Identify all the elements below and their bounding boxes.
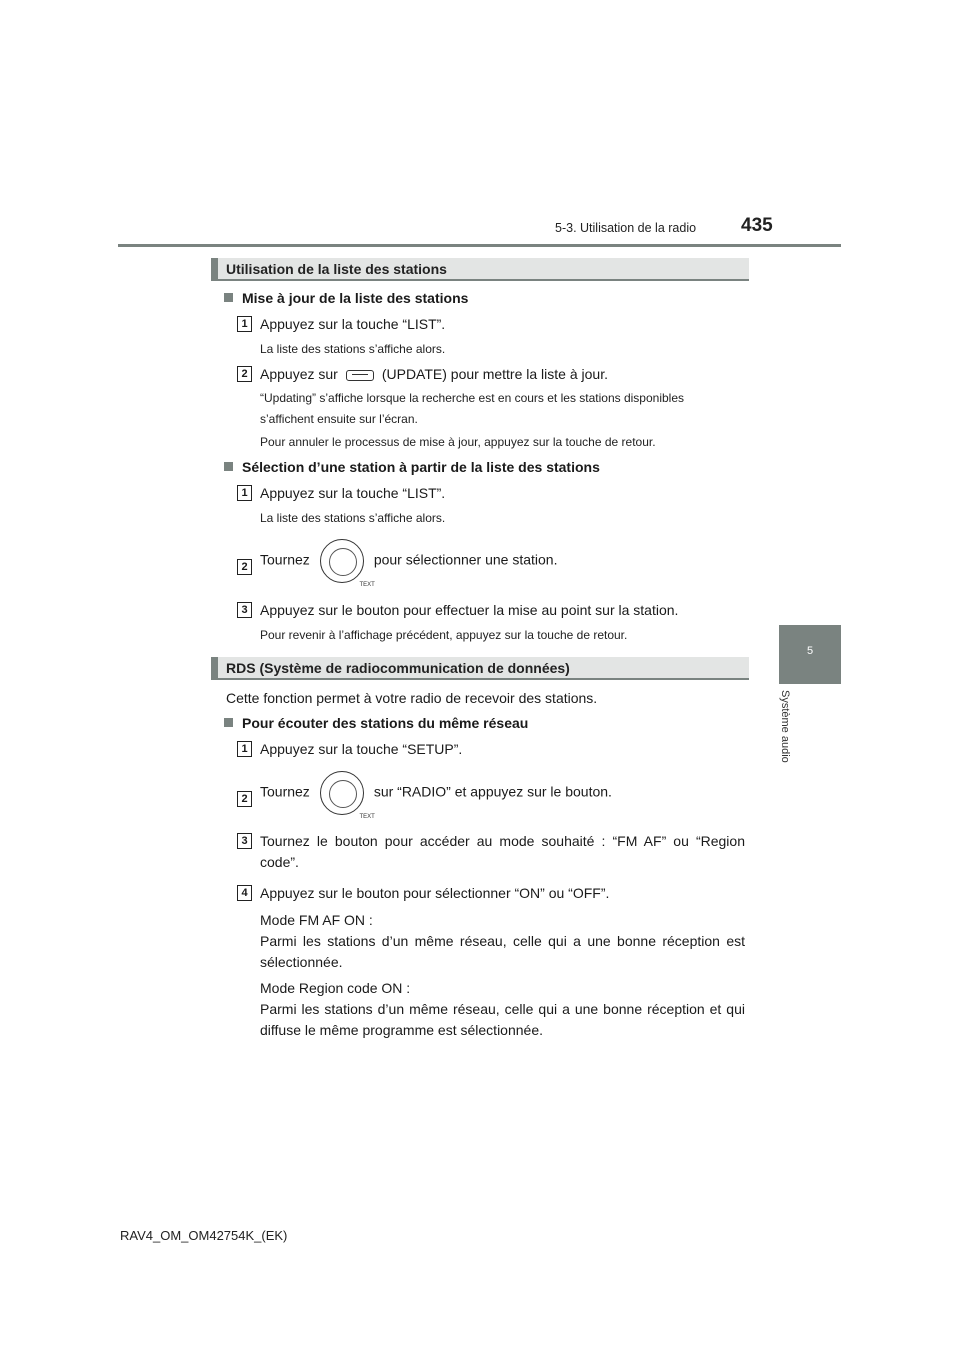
chapter-tab: 5 (779, 625, 841, 684)
mode-fm-af-title: Mode FM AF ON : (260, 912, 373, 928)
step-text: Tournez TEXT pour sélectionner une station. (260, 539, 558, 583)
mode-fm-af-text: Parmi les stations d’un même réseau, celle qui a une bonne réception est sélectionnée. (260, 933, 745, 970)
step-text: Appuyez sur la touche “LIST”. (260, 316, 446, 332)
step-note: s’affichent ensuite sur l’écran. (260, 412, 418, 426)
step-note: “Updating” s’affiche lorsque la recherche est en cours et les stations disponibles (260, 391, 685, 405)
step-number: 1 (237, 741, 252, 757)
mode-region-title: Mode Region code ON : (260, 980, 411, 996)
step-text: Tournez TEXT sur “RADIO” et appuyez sur le bouton. (260, 771, 612, 815)
step-text: Appuyez sur (UPDATE) pour mettre la liste à jour. (260, 366, 608, 382)
section-heading-rds: RDS (Système de radiocommunication de données) (211, 657, 749, 680)
chapter-label: Système audio (779, 690, 791, 763)
section-heading-stations-list: Utilisation de la liste des stations (211, 258, 749, 281)
tune-knob-icon: TEXT (320, 539, 364, 583)
mode-region-text: Parmi les stations d’un même réseau, celle qui a une bonne réception et qui diffuse le même programme est sélectionnée. (260, 1001, 745, 1038)
step-text: Appuyez sur la touche “LIST”. (260, 485, 446, 501)
page-number: 435 (741, 215, 773, 236)
section-breadcrumb: 5-3. Utilisation de la radio (555, 221, 697, 235)
step-text: Appuyez sur le bouton pour sélectionner “ON” ou “OFF”. (260, 885, 610, 901)
step-text: Tournez le bouton pour accéder au mode souhaité : “FM AF” ou “Region code”. (260, 833, 745, 870)
header-rule (118, 244, 841, 247)
step-number: 2 (237, 366, 252, 382)
step-number: 3 (237, 833, 252, 849)
bullet-square-icon (224, 718, 233, 727)
subheading-select-station: Sélection d’une station à partir de la liste des stations (224, 459, 600, 475)
step-number: 1 (237, 485, 252, 501)
bullet-square-icon (224, 293, 233, 302)
step-text: Appuyez sur le bouton pour effectuer la mise au point sur la station. (260, 602, 679, 618)
step-note: La liste des stations s’affiche alors. (260, 342, 446, 356)
subheading-same-network: Pour écouter des stations du même réseau (224, 715, 528, 731)
step-note: Pour annuler le processus de mise à jour, appuyez sur la touche de retour. (260, 435, 656, 449)
step-number: 2 (237, 559, 252, 575)
step-note: La liste des stations s’affiche alors. (260, 511, 446, 525)
bullet-square-icon (224, 462, 233, 471)
update-button-icon (346, 370, 374, 381)
rds-intro: Cette fonction permet à votre radio de recevoir des stations. (226, 690, 598, 706)
document-code: RAV4_OM_OM42754K_(EK) (120, 1228, 288, 1243)
tune-knob-icon: TEXT (320, 771, 364, 815)
step-number: 3 (237, 602, 252, 618)
step-number: 2 (237, 791, 252, 807)
subheading-update-list: Mise à jour de la liste des stations (224, 290, 468, 306)
step-number: 1 (237, 316, 252, 332)
step-text: Appuyez sur la touche “SETUP”. (260, 741, 463, 757)
step-note: Pour revenir à l’affichage précédent, appuyez sur la touche de retour. (260, 628, 628, 642)
step-number: 4 (237, 885, 252, 901)
